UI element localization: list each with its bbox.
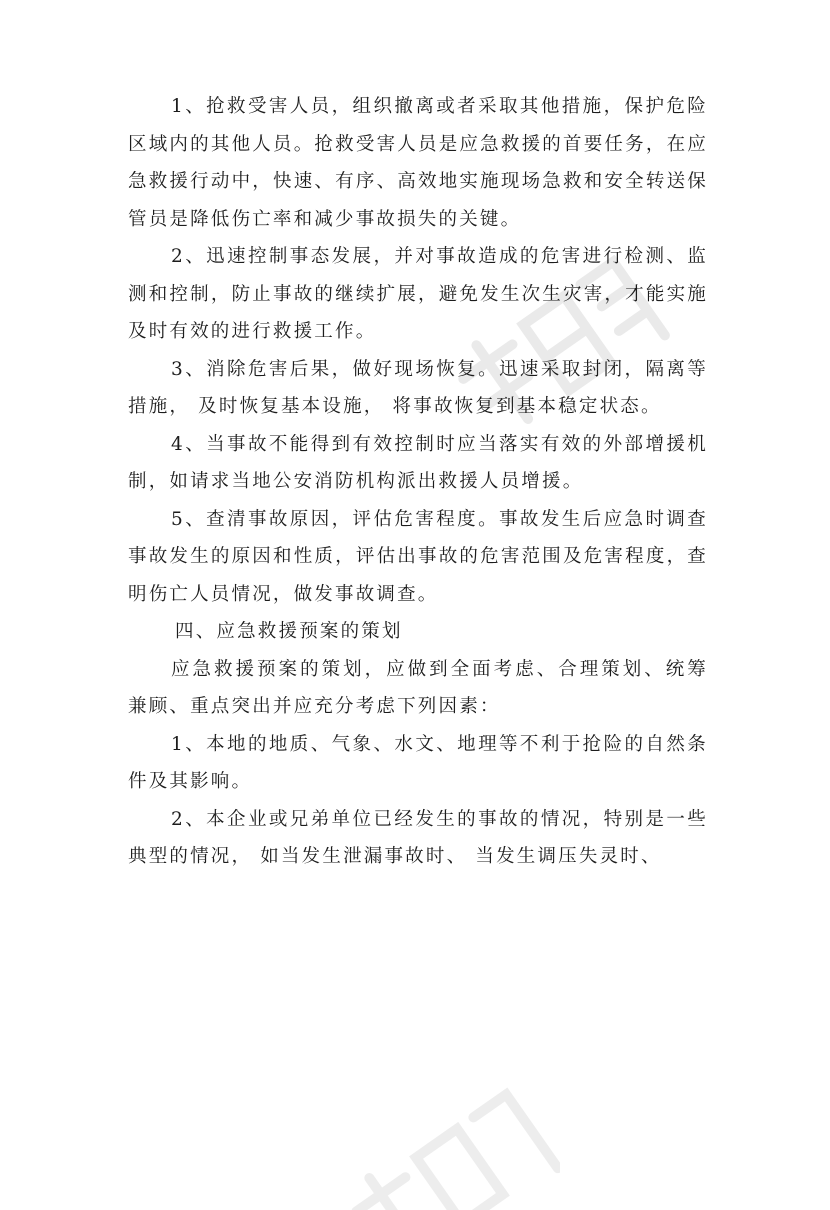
paragraph-eliminate-harm: 3、消除危害后果，做好现场恢复。迅速采取封闭，隔离等措施， 及时恢复基本设施， 将事故恢复到基本稳定状态。 — [128, 358, 708, 417]
watermark-logo-bottom — [300, 1070, 560, 1210]
paragraph-investigate-cause: 5、查清事故原因，评估危害程度。事故发生后应急时调查事故发生的原因和性质，评估出事故的危害范围及危害程度，查明伤亡人员情况，做发事故调查。 — [128, 508, 708, 605]
document-body — [128, 88, 708, 876]
paragraph-planning-intro: 应急救援预案的策划，应做到全面考虑、合理策划、统筹兼顾、重点突出并应充分考虑下列因素： — [128, 658, 708, 717]
paragraph-external-reinforcement: 4、当事故不能得到有效控制时应当落实有效的外部增援机制，如请求当地公安消防机构派出救援人员增援。 — [128, 433, 708, 492]
paragraph-control-situation: 2、迅速控制事态发展，并对事故造成的危害进行检测、监测和控制，防止事故的继续扩展，避免发生次生灾害，才能实施及时有效的进行救援工作。 — [128, 246, 708, 342]
paragraph-past-accidents: 2、本企业或兄弟单位已经发生的事故的情况，特别是一些典型的情况， 如当发生泄漏事故时、 当发生调压失灵时、 — [128, 808, 708, 867]
paragraph-natural-conditions: 1、本地的地质、气象、水文、地理等不利于抢险的自然条件及其影响。 — [128, 733, 708, 792]
paragraph-rescue-victims: 1、抢救受害人员，组织撤离或者采取其他措施，保护危险区域内的其他人员。抢救受害人员是应急救援的首要任务，在应急救援行动中，快速、有序、高效地实施现场急救和安全转送保管员是降低伤亡率和减少事故损失的关键。 — [128, 96, 708, 230]
section-heading: 四、应急救援预案的策划 — [175, 621, 403, 642]
